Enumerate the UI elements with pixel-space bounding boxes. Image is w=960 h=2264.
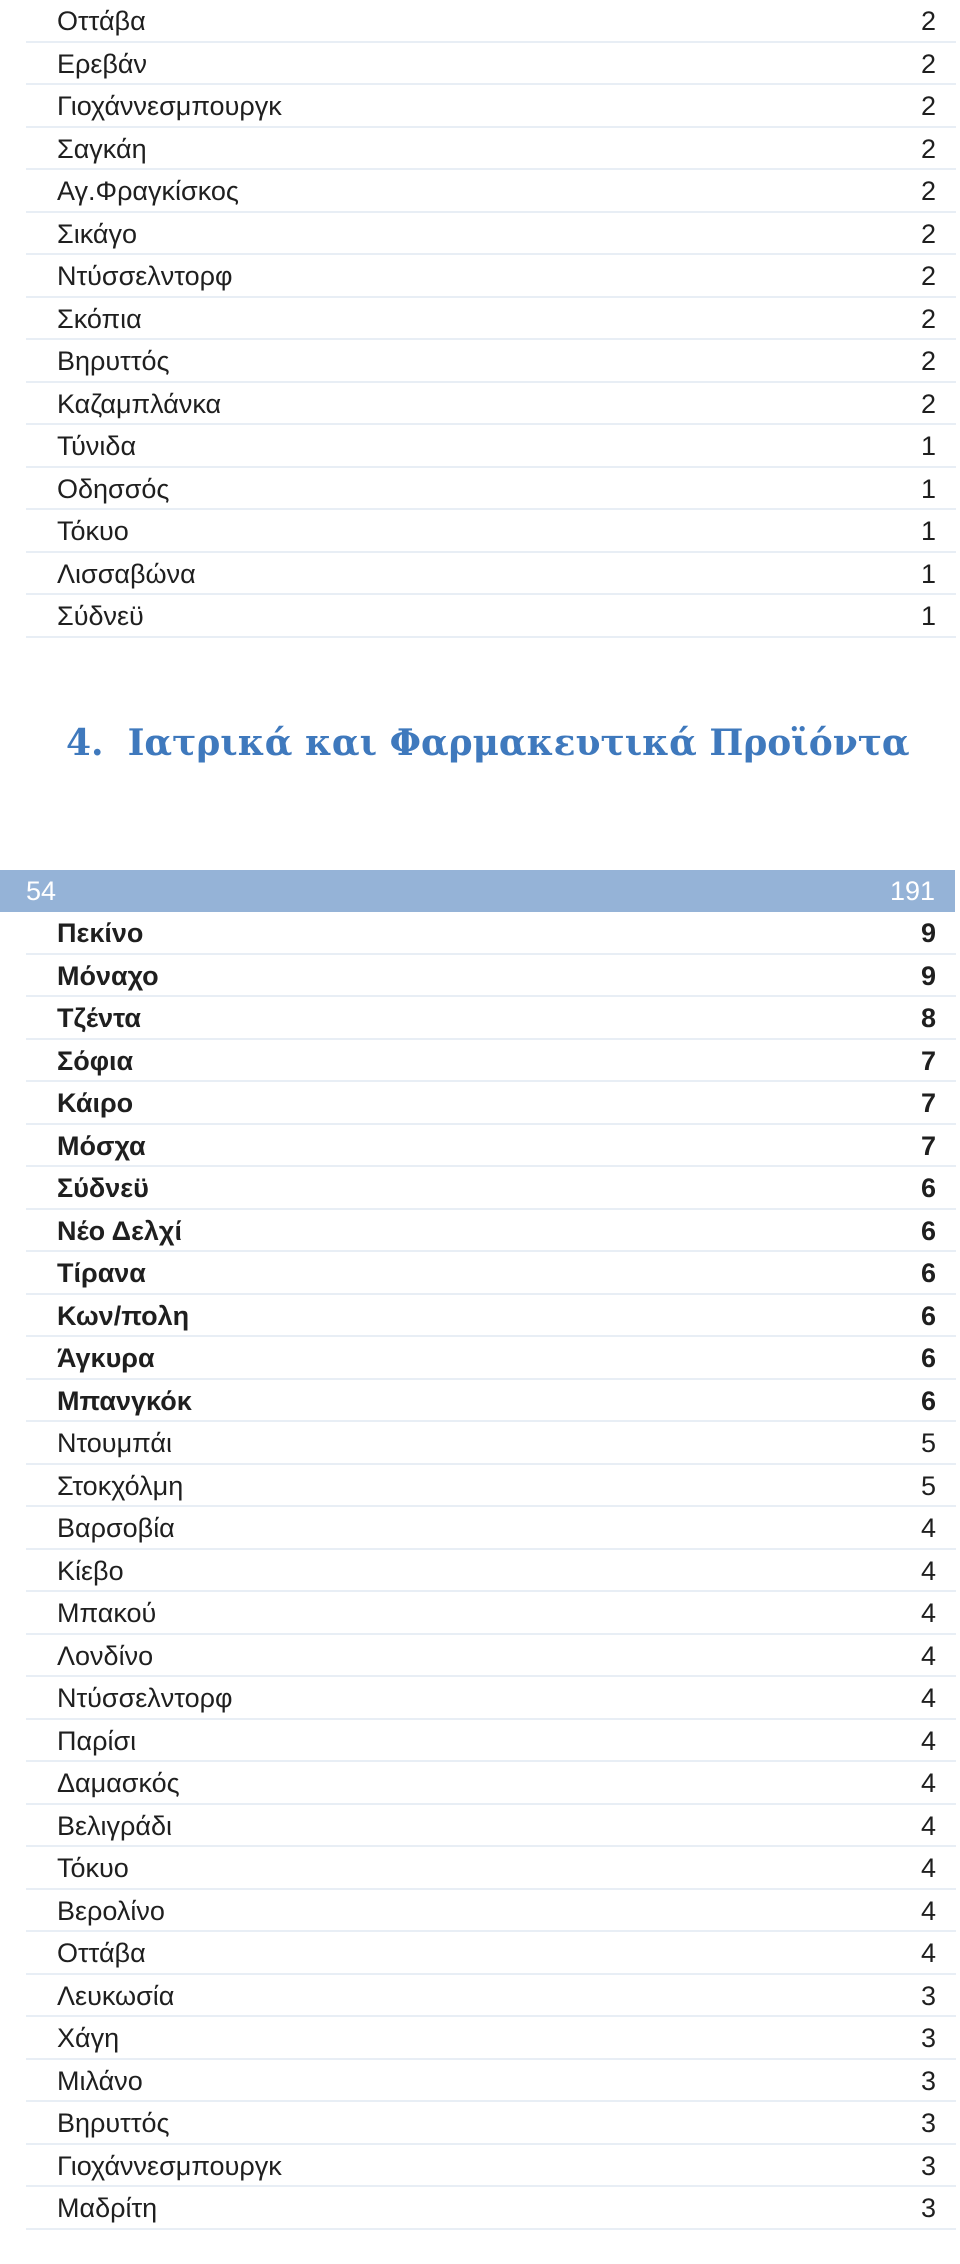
city-name: Γιοχάννεσμπουργκ xyxy=(57,91,282,121)
table-row xyxy=(26,1932,956,1975)
city-name: Σύδνεϋ xyxy=(57,1173,149,1203)
table-row xyxy=(26,1592,956,1635)
table-row xyxy=(26,1422,956,1465)
city-name: Τόκυο xyxy=(57,516,129,546)
city-count: 6 xyxy=(920,1343,936,1373)
table-row xyxy=(26,1082,956,1125)
table-row xyxy=(26,1677,956,1720)
city-count: 4 xyxy=(920,1598,936,1628)
city-count: 2 xyxy=(920,261,936,291)
table-row xyxy=(26,1975,956,2018)
city-count: 5 xyxy=(920,1470,936,1501)
summary-right-value: 191 xyxy=(889,876,935,906)
table-row xyxy=(26,1507,956,1550)
table-row xyxy=(26,1295,956,1338)
city-count: 6 xyxy=(920,1173,936,1203)
city-count: 3 xyxy=(920,1980,936,2011)
table-row xyxy=(26,1167,956,1210)
city-name: Οττάβα xyxy=(57,6,146,36)
city-count: 4 xyxy=(920,1853,936,1883)
table-row xyxy=(26,1720,956,1763)
city-name: Μπανγκόκ xyxy=(57,1385,192,1416)
table-row xyxy=(26,0,956,43)
city-count: 3 xyxy=(920,2150,936,2181)
table-row xyxy=(26,1040,956,1083)
city-count: 6 xyxy=(920,1385,936,1416)
table-row xyxy=(26,298,956,341)
city-name: Λισσαβώνα xyxy=(57,558,196,589)
city-name: Άγκυρα xyxy=(57,1343,155,1373)
city-name: Λευκωσία xyxy=(57,1980,175,2011)
table-row xyxy=(26,1805,956,1848)
city-count: 7 xyxy=(920,1088,936,1118)
table-row xyxy=(26,1890,956,1933)
table-row xyxy=(26,912,956,955)
city-name: Σκόπια xyxy=(57,303,142,334)
city-count: 3 xyxy=(920,2065,936,2096)
city-count: 2 xyxy=(920,133,936,164)
city-name: Τζέντα xyxy=(57,1003,142,1033)
city-count: 2 xyxy=(920,218,936,249)
city-count: 2 xyxy=(920,303,936,334)
table-row xyxy=(26,170,956,213)
city-count: 7 xyxy=(920,1045,936,1076)
city-name: Ντύσσελντορφ xyxy=(57,261,233,291)
table-row xyxy=(26,1210,956,1253)
city-name: Αγ.Φραγκίσκος xyxy=(57,176,239,206)
city-name: Μαδρίτη xyxy=(57,2193,158,2223)
table-row xyxy=(26,1762,956,1805)
city-count: 2 xyxy=(920,6,936,36)
city-name: Βαρσοβία xyxy=(57,1513,175,1543)
city-name: Κάιρο xyxy=(57,1088,134,1118)
table-row xyxy=(26,2145,956,2188)
city-name: Στοκχόλμη xyxy=(57,1470,184,1501)
table-row xyxy=(26,1252,956,1295)
table-row xyxy=(26,340,956,383)
city-count: 4 xyxy=(920,1683,936,1713)
city-name: Παρίσι xyxy=(57,1725,137,1756)
table-row xyxy=(26,85,956,128)
city-name: Πεκίνο xyxy=(57,918,144,948)
city-name: Τόκυο xyxy=(57,1853,129,1883)
section-heading xyxy=(66,722,910,764)
city-count: 3 xyxy=(920,2023,936,2053)
section-number: 4. xyxy=(66,722,104,764)
city-name: Βηρυττός xyxy=(57,2108,170,2138)
city-count: 1 xyxy=(920,601,936,631)
city-name: Δαμασκός xyxy=(57,1768,180,1798)
city-count: 4 xyxy=(920,1513,936,1543)
city-name: Νέο Δελχί xyxy=(57,1215,182,1246)
table-row xyxy=(26,1635,956,1678)
city-name: Τίρανα xyxy=(57,1258,146,1288)
city-count: 1 xyxy=(920,473,936,504)
city-count: 4 xyxy=(920,1768,936,1798)
city-count: 6 xyxy=(920,1215,936,1246)
table-row xyxy=(26,128,956,171)
city-count: 4 xyxy=(920,1810,936,1841)
city-count: 2 xyxy=(920,48,936,79)
table-row xyxy=(26,553,956,596)
city-count: 2 xyxy=(920,176,936,206)
table-row xyxy=(26,2187,956,2230)
city-count: 2 xyxy=(920,388,936,419)
bottom-city-table xyxy=(26,870,956,2230)
table-row xyxy=(26,510,956,553)
city-name: Λονδίνο xyxy=(57,1640,154,1671)
table-row xyxy=(26,997,956,1040)
city-name: Σικάγο xyxy=(57,218,137,249)
city-name: Μόναχο xyxy=(57,960,159,991)
table-row xyxy=(26,1380,956,1423)
city-count: 1 xyxy=(920,558,936,589)
city-name: Γιοχάννεσμπουργκ xyxy=(57,2150,282,2181)
city-name: Καζαμπλάνκα xyxy=(57,388,222,419)
table-row xyxy=(26,2060,956,2103)
table-row xyxy=(26,1337,956,1380)
city-name: Χάγη xyxy=(57,2023,120,2053)
city-name: Οδησσός xyxy=(57,473,170,504)
table-row xyxy=(26,468,956,511)
city-count: 4 xyxy=(920,1555,936,1586)
table-row xyxy=(26,1847,956,1890)
city-count: 4 xyxy=(920,1895,936,1926)
city-name: Σαγκάη xyxy=(57,133,147,164)
section-title: Ιατρικά και Φαρμακευτικά Προϊόντα xyxy=(127,722,910,764)
city-name: Κων/πολη xyxy=(57,1300,190,1331)
table-row xyxy=(26,425,956,468)
city-name: Μπακού xyxy=(57,1598,157,1628)
city-count: 3 xyxy=(920,2108,936,2138)
city-name: Ερεβάν xyxy=(57,48,148,79)
table-row xyxy=(26,383,956,426)
city-count: 3 xyxy=(920,2193,936,2223)
city-name: Κίεβο xyxy=(57,1555,124,1586)
city-count: 5 xyxy=(920,1428,936,1458)
city-name: Μόσχα xyxy=(57,1130,146,1161)
city-count: 1 xyxy=(920,431,936,461)
city-name: Βηρυττός xyxy=(57,346,170,376)
city-name: Βερολίνο xyxy=(57,1895,165,1926)
top-city-table xyxy=(26,0,956,638)
table-row xyxy=(26,955,956,998)
city-name: Μιλάνο xyxy=(57,2065,143,2096)
city-name: Ντύσσελντορφ xyxy=(57,1683,233,1713)
city-name: Σύδνεϋ xyxy=(57,601,144,631)
city-count: 4 xyxy=(920,1640,936,1671)
city-count: 9 xyxy=(920,960,936,991)
city-count: 2 xyxy=(920,346,936,376)
city-count: 7 xyxy=(920,1130,936,1161)
city-count: 1 xyxy=(920,516,936,546)
city-name: Τύνιδα xyxy=(57,431,137,461)
table-row xyxy=(26,43,956,86)
city-name: Ντουμπάι xyxy=(57,1428,172,1458)
city-name: Βελιγράδι xyxy=(57,1810,173,1841)
city-count: 9 xyxy=(920,918,936,948)
city-count: 4 xyxy=(920,1725,936,1756)
table-row xyxy=(26,1125,956,1168)
city-count: 4 xyxy=(920,1938,936,1968)
city-count: 6 xyxy=(920,1300,936,1331)
table-row xyxy=(26,2017,956,2060)
table-row xyxy=(26,255,956,298)
city-name: Οττάβα xyxy=(57,1938,146,1968)
table-row xyxy=(26,213,956,256)
city-count: 8 xyxy=(920,1003,936,1033)
table-spacer xyxy=(26,870,956,912)
table-row xyxy=(26,1465,956,1508)
city-count: 2 xyxy=(920,91,936,121)
table-row xyxy=(26,595,956,638)
table-row xyxy=(26,1550,956,1593)
summary-left-value: 54 xyxy=(26,876,57,906)
city-name: Σόφια xyxy=(57,1045,134,1076)
table-row xyxy=(26,2102,956,2145)
city-count: 6 xyxy=(920,1258,936,1288)
